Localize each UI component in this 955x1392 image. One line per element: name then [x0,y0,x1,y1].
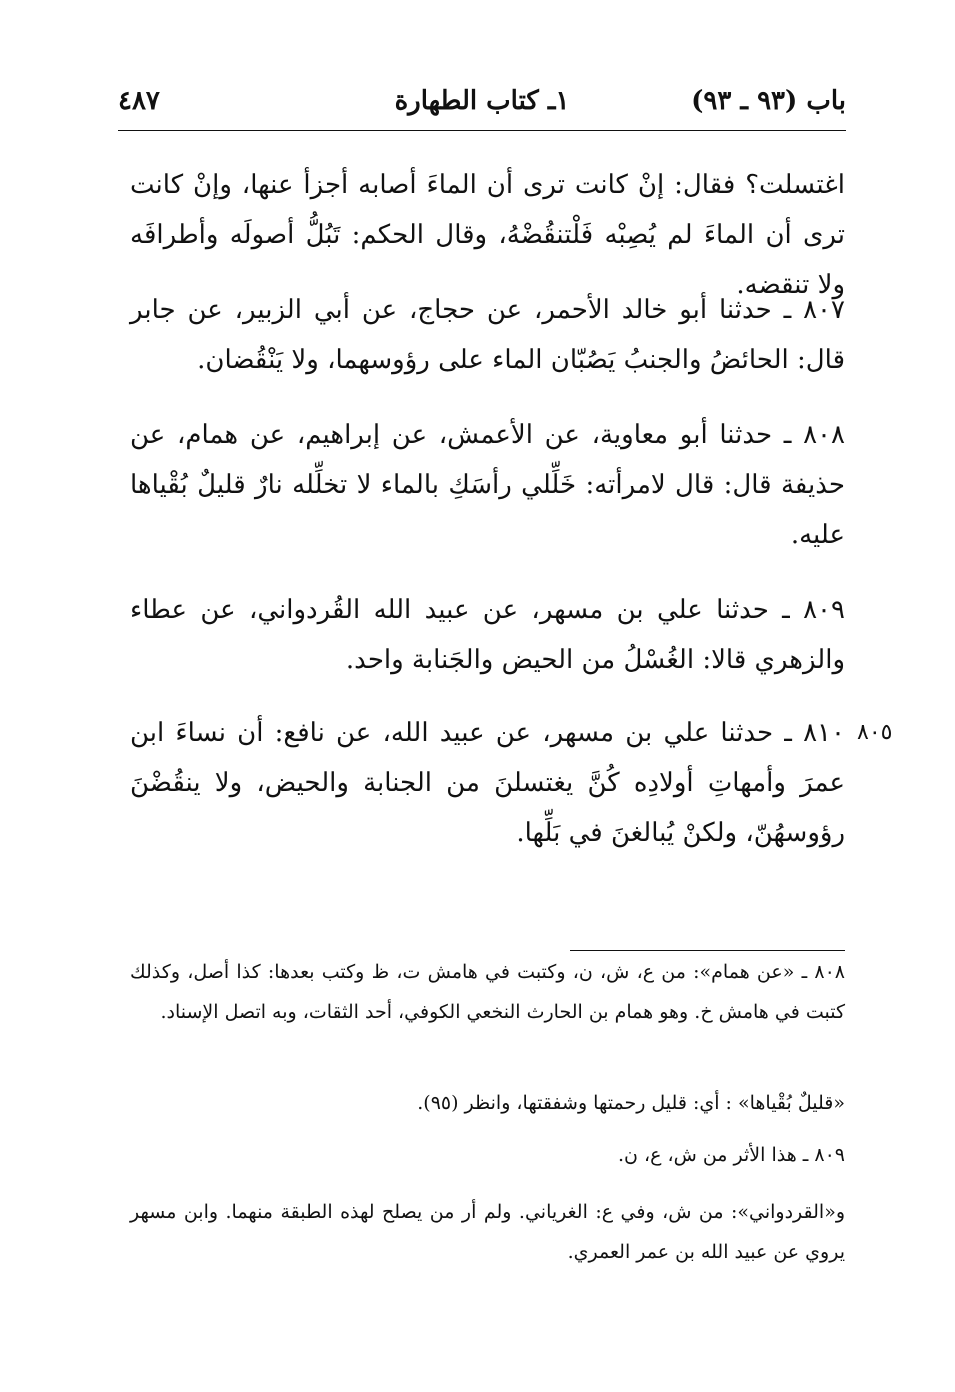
book-title: ١ـ كتاب الطهارة [394,86,570,116]
paragraph-continuation: اغتسلت؟ فقال: إنْ كانت ترى أن الماءَ أصابه أجزأ عنها، وإنْ كانت ترى أن الماءَ لم يُصِبْه فَلْتنقُضْهُ، وقال الحكم: تَبُلُّ أصولَه وأطرافَه ولا تنقضه. [130,170,845,300]
paragraph-807: ٨٠٧ ـ حدثنا أبو خالد الأحمر، عن حجاج، عن أبي الزبير، عن جابر قال: الحائضُ والجنبُ يَصُبّان الماء على رؤوسهما، ولا يَنْقُضان. [130,295,845,375]
page-number: ٤٨٧ [118,86,160,116]
footnote-qurdwani: و«القردواني»: من ش، وفي ع: الغرياني. ولم أر من يصلح لهذه الطبقة منهما. وابن مسهر يروي عن عبيد الله بن عمر العمري. [130,1201,845,1263]
page-header [118,82,846,122]
header-divider [118,130,846,131]
paragraph-809: ٨٠٩ ـ حدثنا علي بن مسهر، عن عبيد الله القُردواني، عن عطاء والزهري قالا: الغُسْلُ من الحيض والجَنابة واحد. [130,595,845,675]
footnote-809-source: ٨٠٩ ـ هذا الأثر من ش، ع، ن. [617,1144,845,1166]
footnote-qalil-buqyaha: «قليلٌ بُقْياها» : أي: قليل رحمتها وشفقتها، وانظر (٩٥). [417,1092,845,1114]
footnote-808-hammam: ٨٠٨ ـ «عن همام»: من ع، ش، ن، وكتبت في هامش ت، ظ وكتب بعدها: كذا أصل، وكذلك كتبت في هامش خ. وهو همام بن الحارث النخعي الكوفي، أحد الثقات، وبه اتصل الإسناد. [130,961,845,1023]
paragraph-810: ٨١٠ ـ حدثنا علي بن مسهر، عن عبيد الله، عن نافع: أن نساءَ ابن عمرَ وأمهاتِ أولادِه كُنَّ يغتسلنَ من الجنابة والحيض، ولا ينقُضْنَ رؤوسهُنّ، ولكنْ يُبالغنَ في بَلِّها. [130,718,845,848]
margin-reference-number: ٨٠٥ [857,720,893,745]
chapter-label: باب (٩٣ ـ ٩٣) [691,86,846,116]
footnote-divider [570,950,845,951]
paragraph-808: ٨٠٨ ـ حدثنا أبو معاوية، عن الأعمش، عن إبراهيم، عن همام، عن حذيفة قال: قال لامرأته: خَلِّلي رأسَكِ بالماء لا تخلِّله نارٌ قليلٌ بُقْياها عليه. [130,420,845,550]
